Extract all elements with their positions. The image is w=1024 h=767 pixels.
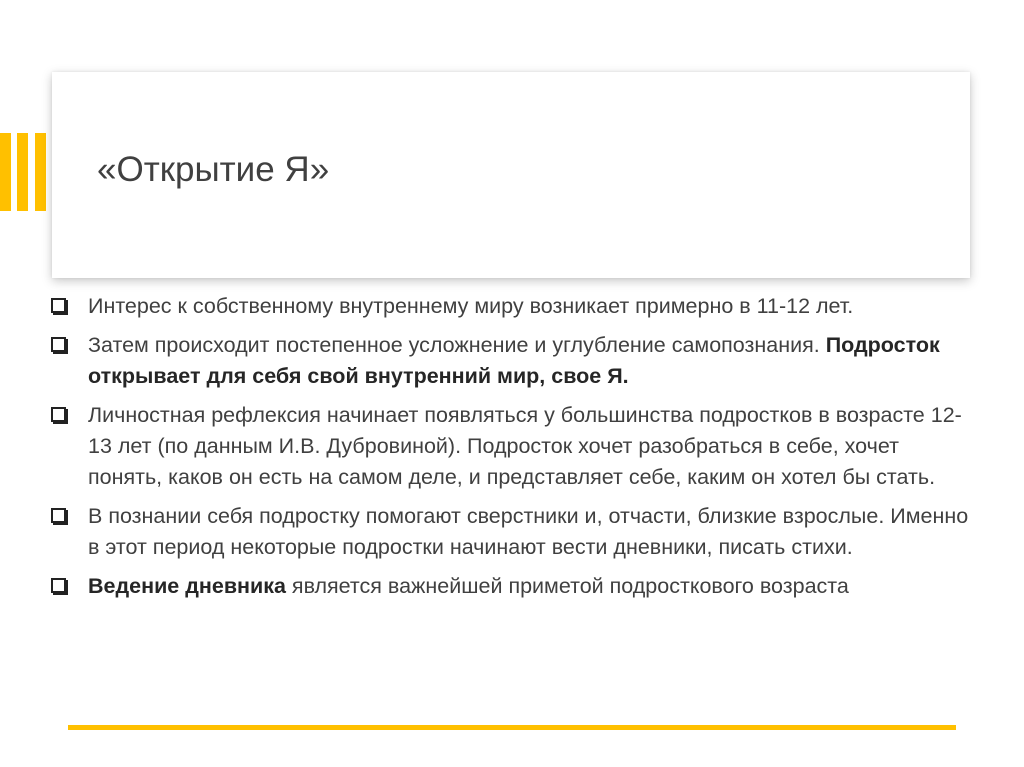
bullet-text: Интерес к собственному внутреннему миру возникает примерно в 11-12 лет. [88, 294, 854, 318]
bullet-text: Затем происходит постепенное усложнение и углубление самопознания. [88, 333, 820, 357]
accent-bar [0, 133, 11, 211]
bullet-text: является важнейшей приметой подросткового возраста [285, 574, 849, 598]
checkbox-square-icon [51, 508, 66, 523]
accent-bar [35, 133, 46, 211]
bullet-list [46, 291, 976, 610]
bullet-text: Личностная рефлексия начинает появляться у большинства подростков в возрасте 12-13 лет (по данным И.В. Дубровиной). Подросток хочет разобраться в себе, хочет понять, каков он есть на самом деле, и представляет себе, каким он хотел бы стать. [88, 403, 962, 489]
checkbox-square-icon [51, 298, 66, 313]
bullet-bold-text: Подросток открывает для себя свой внутренний мир, свое Я. [88, 333, 940, 388]
bullet-bold-text: Ведение дневника [88, 574, 286, 598]
list-item [46, 501, 976, 563]
checkbox-square-icon [51, 578, 66, 593]
list-item [46, 330, 976, 392]
checkbox-square-icon [51, 337, 66, 352]
bullet-text: В познании себя подростку помогают сверстники и, отчасти, близкие взрослые. Именно в этот период некоторые подростки начинают вести дневники, писать стихи. [88, 504, 969, 559]
bottom-accent-line [68, 725, 956, 730]
list-item [46, 571, 976, 602]
list-item [46, 400, 976, 493]
slide-title: «Открытие Я» [97, 150, 330, 189]
list-item [46, 291, 976, 322]
accent-bar [17, 133, 28, 211]
checkbox-square-icon [51, 407, 66, 422]
